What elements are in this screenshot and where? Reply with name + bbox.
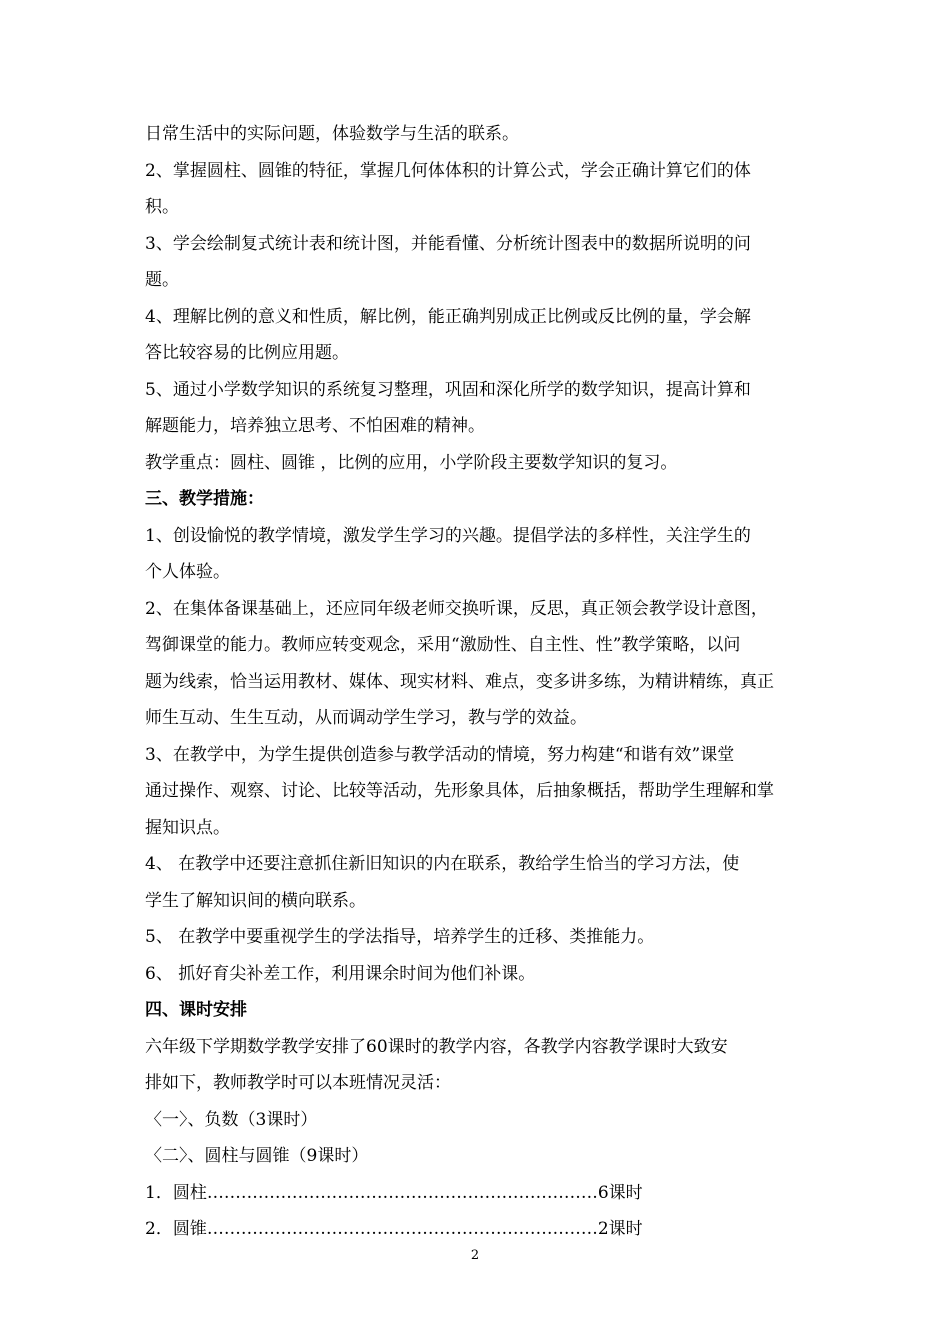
section-heading: 四、课时安排 xyxy=(145,1000,247,1020)
text-line: 5、通过小学数学知识的系统复习整理，巩固和深化所学的数学知识，提高计算和 xyxy=(145,379,751,400)
text-line: 通过操作、观察、讨论、比较等活动，先形象具体，后抽象概括，帮助学生理解和掌 xyxy=(145,781,774,801)
text-line: 个人体验。 xyxy=(145,562,230,582)
text-line: 积。 xyxy=(145,197,179,217)
text-line: 答比较容易的比例应用题。 xyxy=(145,343,349,363)
section-heading: 三、教学措施： xyxy=(145,489,264,509)
page-number: 2 xyxy=(470,1248,480,1263)
text-line: 〈二〉、圆柱与圆锥（9课时） xyxy=(145,1146,369,1166)
text-line: 〈一〉、负数（3课时） xyxy=(145,1109,318,1130)
text-line: 4、理解比例的意义和性质，解比例，能正确判别成正比例或反比例的量，学会解 xyxy=(145,306,751,327)
text-line: 教学重点：圆柱、圆锥 ，比例的应用，小学阶段主要数学知识的复习。 xyxy=(145,452,678,473)
text-line: 排如下，教师教学时可以本班情况灵活： xyxy=(145,1073,451,1093)
text-line: 学生了解知识间的横向联系。 xyxy=(145,890,366,911)
text-line: 2．圆锥……………………………………………………………2课时 xyxy=(145,1219,643,1239)
text-line: 5、 在教学中要重视学生的学法指导，培养学生的迁移、类推能力。 xyxy=(145,927,655,947)
text-line: 3、学会绘制复式统计表和统计图，并能看懂、分析统计图表中的数据所说明的问 xyxy=(145,233,751,254)
document-body xyxy=(145,116,807,1248)
text-line: 解题能力，培养独立思考、不怕困难的精神。 xyxy=(145,416,485,436)
text-line: 3、在教学中，为学生提供创造参与教学活动的情境，努力构建“和谐有效”课堂 xyxy=(145,744,735,765)
text-line: 握知识点。 xyxy=(145,817,230,838)
text-line: 题为线索，恰当运用教材、媒体、现实材料、难点，变多讲多练，为精讲精练，真正 xyxy=(145,671,774,692)
text-line: 日常生活中的实际问题，体验数学与生活的联系。 xyxy=(145,124,519,144)
text-line: 师生互动、生生互动，从而调动学生学习，教与学的效益。 xyxy=(145,708,587,728)
text-line: 1、创设愉悦的教学情境，激发学生学习的兴趣。提倡学法的多样性，关注学生的 xyxy=(145,525,751,546)
text-line: 4、 在教学中还要注意抓住新旧知识的内在联系，教给学生恰当的学习方法，使 xyxy=(145,854,740,874)
text-line: 2、掌握圆柱、圆锥的特征，掌握几何体体积的计算公式，学会正确计算它们的体 xyxy=(145,160,751,181)
text-line: 题。 xyxy=(145,270,179,290)
text-line: 2、在集体备课基础上，还应同年级老师交换听课，反思，真正领会教学设计意图， xyxy=(145,598,768,619)
text-line: 6、 抓好育尖补差工作，利用课余时间为他们补课。 xyxy=(145,963,536,984)
text-line: 六年级下学期数学教学安排了60课时的教学内容，各教学内容教学课时大致安 xyxy=(145,1036,728,1057)
text-line: 1．圆柱……………………………………………………………6课时 xyxy=(145,1182,643,1203)
text-line: 驾御课堂的能力。教师应转变观念，采用“激励性、自主性、性”教学策略，以问 xyxy=(145,635,741,655)
